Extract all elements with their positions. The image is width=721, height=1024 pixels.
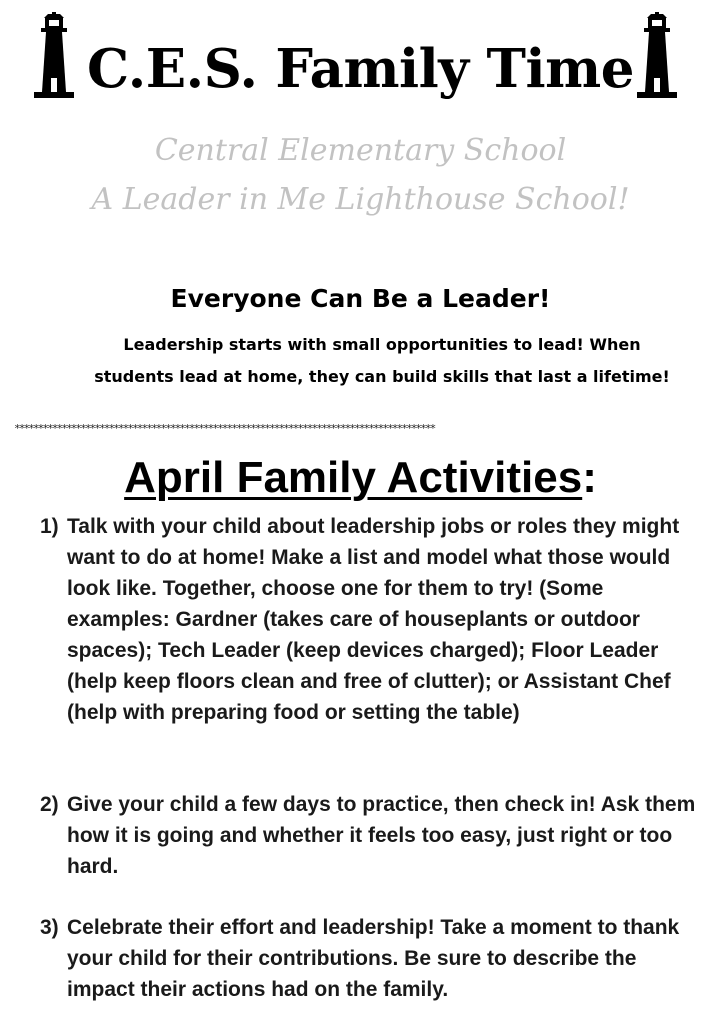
school-name: Central Elementary School xyxy=(154,133,567,168)
intro-text: Leadership starts with small opportunities to lead! When students lead at home, they can build skills that last a lifetime! xyxy=(94,335,670,386)
newsletter-title: C.E.S. Family Time xyxy=(87,38,634,100)
list-item-text: Give your child a few days to practice, then check in! Ask them how it is going and whether it feels too easy, just right or too hard. xyxy=(67,793,696,878)
asterisk-divider: ***************************************************************************************** xyxy=(14,422,435,435)
list-item xyxy=(40,789,700,882)
list-item-number: 3) xyxy=(40,916,59,939)
list-item-number: 2) xyxy=(40,793,59,816)
activities-heading-text: April Family Activities xyxy=(124,453,583,502)
activities-heading xyxy=(0,448,721,508)
list-item xyxy=(40,912,700,1005)
list-item-text: Celebrate their effort and leadership! Take a moment to thank your child for their contributions. Be sure to describe the impact their actions had on the family. xyxy=(67,916,680,1001)
list-item-text: Talk with your child about leadership jobs or roles they might want to do at home! Make a list and model what those would look like. Together, choose one for them to try! (Some examples: Gardner (takes care of houseplants or outdoor spaces); Tech Leader (keep devices charged); Floor Leader (help keep floors clean and free of clutter); or Assistant Chef (help with preparing food or setting the table) xyxy=(67,515,680,724)
activities-heading-colon: : xyxy=(582,453,597,502)
list-item xyxy=(40,511,700,728)
list-item-number: 1) xyxy=(40,515,59,538)
section-heading: Everyone Can Be a Leader! xyxy=(170,284,551,313)
school-tagline: A Leader in Me Lighthouse School! xyxy=(91,182,630,217)
